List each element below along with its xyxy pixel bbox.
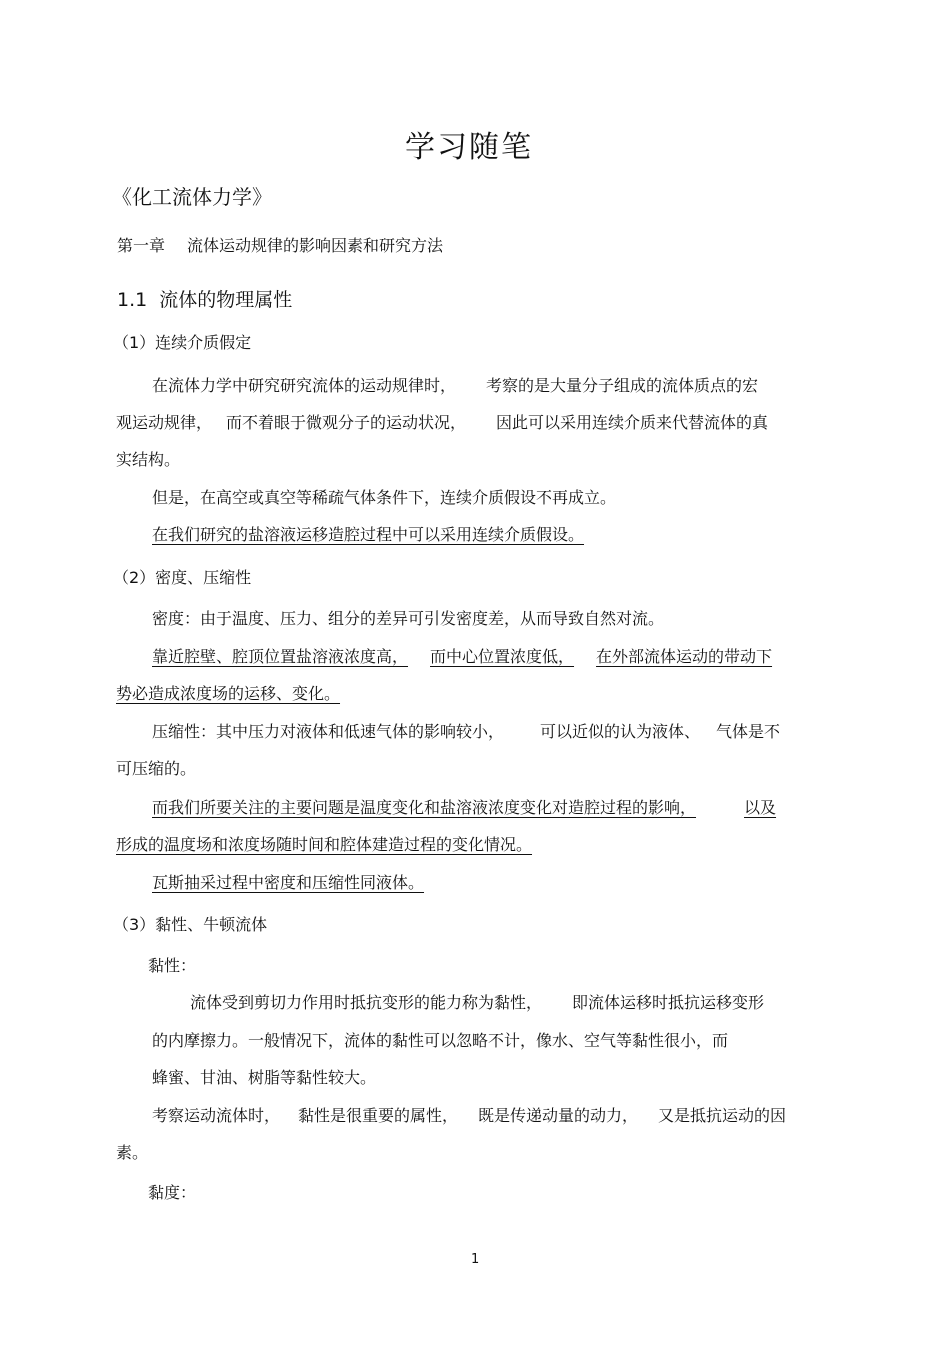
section-number: 1.1 [117,289,148,311]
chapter-label: 第一章 [117,236,166,255]
text-span: 而不着眼于微观分子的运动状况， [226,413,467,432]
underlined-paragraph: 形成的温度场和浓度场随时间和腔体建造过程的变化情况。 [116,835,533,854]
text-span: 因此可以采用连续介质来代替流体的真 [496,413,769,432]
text-span: 黏性是很重要的属性， [298,1106,459,1125]
paragraph-line [190,992,764,1014]
paragraph-line: 素。 [116,1143,149,1162]
chapter-title: 流体运动规律的影响因素和研究方法 [187,236,444,255]
subsection-heading-3: （3）黏性、牛顿流体 [113,915,268,934]
term-label: 黏度： [148,1183,197,1202]
text-span: 可以近似的认为液体、 [540,722,701,741]
text-span: 靠近腔壁、腔顶位置盐溶液浓度高， [152,647,409,666]
text-span: 以及 [744,798,777,817]
underlined-paragraph [152,797,776,819]
paragraph-line: 的内摩擦力。一般情况下，流体的黏性可以忽略不计，像水、空气等黏性很小，而 [152,1031,729,1050]
text-span: 在外部流体运动的带动下 [596,647,773,666]
book-title: 《化工流体力学》 [112,185,272,209]
paragraph-line: 可压缩的。 [116,759,197,778]
text-span: 而中心位置浓度低， [430,647,575,666]
text-span: 既是传递动量的动力， [478,1106,639,1125]
underlined-paragraph: 在我们研究的盐溶液运移造腔过程中可以采用连续介质假设。 [152,525,585,544]
text-span: 即流体运移时抵抗运移变形 [572,993,765,1012]
paragraph-line [116,412,768,434]
text-span: 考察的是大量分子组成的流体质点的宏 [486,376,759,395]
text-span: 流体受到剪切力作用时抵抗变形的能力称为黏性， [190,993,543,1012]
paragraph-line: 蜂蜜、甘油、树脂等黏性较大。 [152,1068,377,1087]
paragraph-line: 密度：由于温度、压力、组分的差异可引发密度差，从而导致自然对流。 [152,609,665,628]
subsection-heading-2: （2）密度、压缩性 [113,568,252,587]
text-span: 考察运动流体时， [152,1106,281,1125]
underlined-paragraph [152,646,784,668]
text-span: 又是抵抗运动的因 [658,1106,787,1125]
page-title: 学习随笔 [405,130,533,165]
paragraph-line [152,375,758,397]
subsection-heading-1: （1）连续介质假定 [113,333,252,352]
underlined-paragraph: 势必造成浓度场的运移、变化。 [116,684,341,703]
text-span: 观运动规律， [116,413,213,432]
text-span: 压缩性：其中压力对液体和低速气体的影响较小， [152,722,505,741]
underlined-paragraph: 瓦斯抽采过程中密度和压缩性同液体。 [152,873,425,892]
section-heading [117,285,292,312]
text-span: 气体是不 [716,722,781,741]
section-title: 流体的物理属性 [159,289,293,311]
paragraph-line: 但是，在高空或真空等稀疏气体条件下，连续介质假设不再成立。 [152,488,617,507]
text-span: 而我们所要关注的主要问题是温度变化和盐溶液浓度变化对造腔过程的影响， [152,798,697,817]
paragraph-line [152,1105,786,1127]
text-span: 在流体力学中研究研究流体的运动规律时， [152,376,457,395]
page-number: 1 [471,1252,480,1267]
term-label: 黏性： [148,956,197,975]
paragraph-line [152,721,780,743]
paragraph-line: 实结构。 [116,450,181,469]
chapter-heading [117,233,443,256]
